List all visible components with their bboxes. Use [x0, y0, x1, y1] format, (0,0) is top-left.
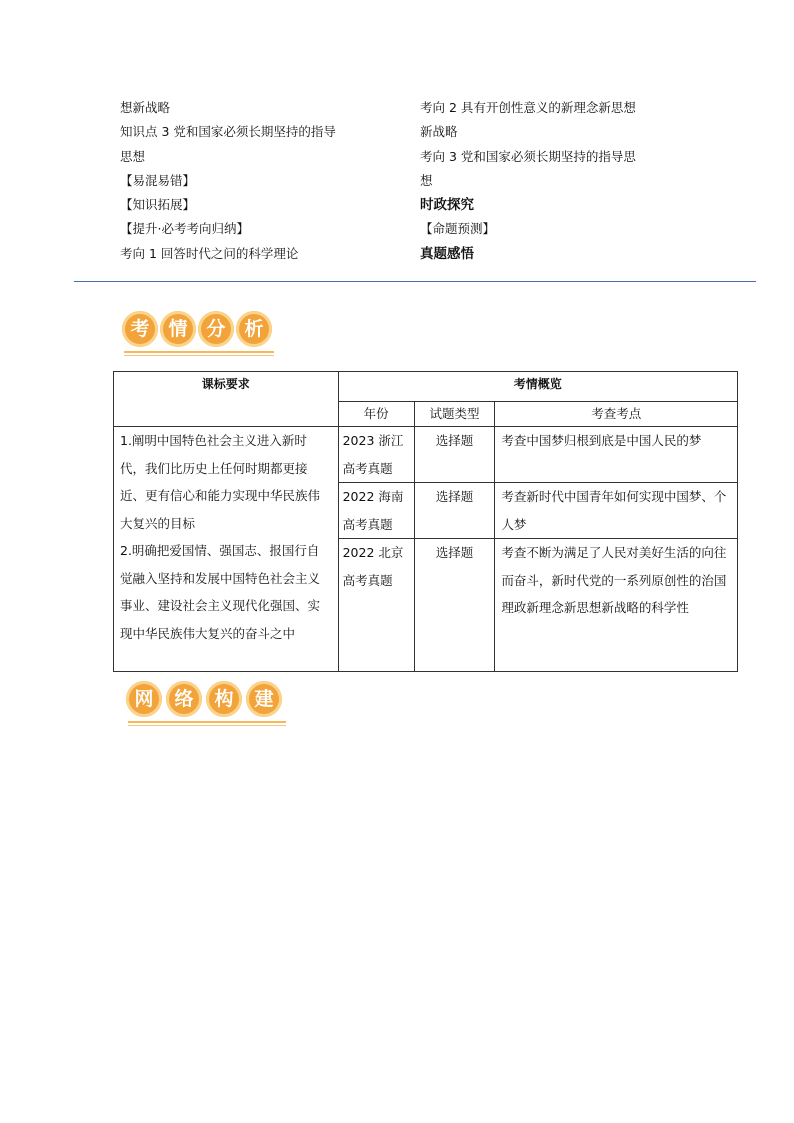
banner-char: 考 — [122, 311, 158, 347]
row-type: 选择题 — [414, 539, 495, 672]
header-requirements: 课标要求 — [114, 372, 339, 427]
toc-item: 考向 2 具有开创性意义的新理念新思想 — [420, 100, 636, 115]
toc-item: 【提升·必考考向归纳】 — [120, 221, 249, 237]
toc-right-column — [420, 96, 710, 266]
toc-section-heading: 时政探究 — [420, 197, 474, 214]
header-overview: 考情概览 — [338, 372, 737, 402]
toc-item: 【命题预测】 — [420, 221, 496, 237]
banner-char: 网 — [126, 681, 162, 717]
row-point: 考查不断为满足了人民对美好生活的向往而奋斗，新时代党的一系列原创性的治国理政新理念新思想新战略的科学性 — [495, 539, 738, 672]
banner-char: 分 — [198, 311, 234, 347]
toc-left-column — [120, 96, 400, 266]
row-point: 考查新时代中国青年如何实现中国梦、个人梦 — [495, 483, 738, 539]
toc-section-heading: 真题感悟 — [420, 245, 474, 262]
subheader-year: 年份 — [338, 401, 414, 426]
toc-item: 想 — [420, 172, 433, 188]
toc-item: 考向 3 党和国家必须长期坚持的指导思 — [420, 148, 636, 164]
banner-char: 络 — [166, 681, 202, 717]
toc-item: 【易混易错】 — [120, 172, 196, 188]
banner-exam-analysis — [118, 307, 278, 355]
subheader-point: 考查考点 — [495, 401, 738, 426]
banner-char: 析 — [236, 311, 272, 347]
banner-underline — [128, 721, 286, 723]
row-year: 2023 浙江高考真题 — [338, 427, 414, 483]
banner-underline — [128, 725, 286, 726]
banner-network-build — [122, 677, 292, 725]
exam-analysis-table — [113, 371, 738, 672]
toc-item: 知识点 3 党和国家必须长期坚持的指导 — [120, 124, 336, 140]
toc-item: 想新战略 — [120, 100, 171, 115]
section-divider — [74, 281, 756, 282]
banner-underline — [124, 355, 274, 356]
row-year: 2022 海南高考真题 — [338, 483, 414, 539]
banner-char: 构 — [206, 681, 242, 717]
toc-item: 思想 — [120, 148, 146, 164]
row-type: 选择题 — [414, 427, 495, 483]
requirements-cell: 1.阐明中国特色社会主义进入新时代，我们比历史上任何时期都更接近、更有信心和能力实现中华民族伟大复兴的目标 2.明确把爱国情、强国志、报国行自觉融入坚持和发展中国特色社会主义事业、建设社会主义现代化强国、实现中华民族伟大复兴的奋斗之中 — [114, 427, 339, 672]
toc-item: 考向 1 回答时代之问的科学理论 — [120, 245, 299, 261]
subheader-type: 试题类型 — [414, 401, 495, 426]
banner-underline — [124, 351, 274, 353]
row-year: 2022 北京高考真题 — [338, 539, 414, 672]
banner-char: 建 — [246, 681, 282, 717]
toc-item: 新战略 — [420, 124, 458, 140]
row-type: 选择题 — [414, 483, 495, 539]
banner-char: 情 — [160, 311, 196, 347]
toc-item: 【知识拓展】 — [120, 197, 196, 213]
row-point: 考查中国梦归根到底是中国人民的梦 — [495, 427, 738, 483]
